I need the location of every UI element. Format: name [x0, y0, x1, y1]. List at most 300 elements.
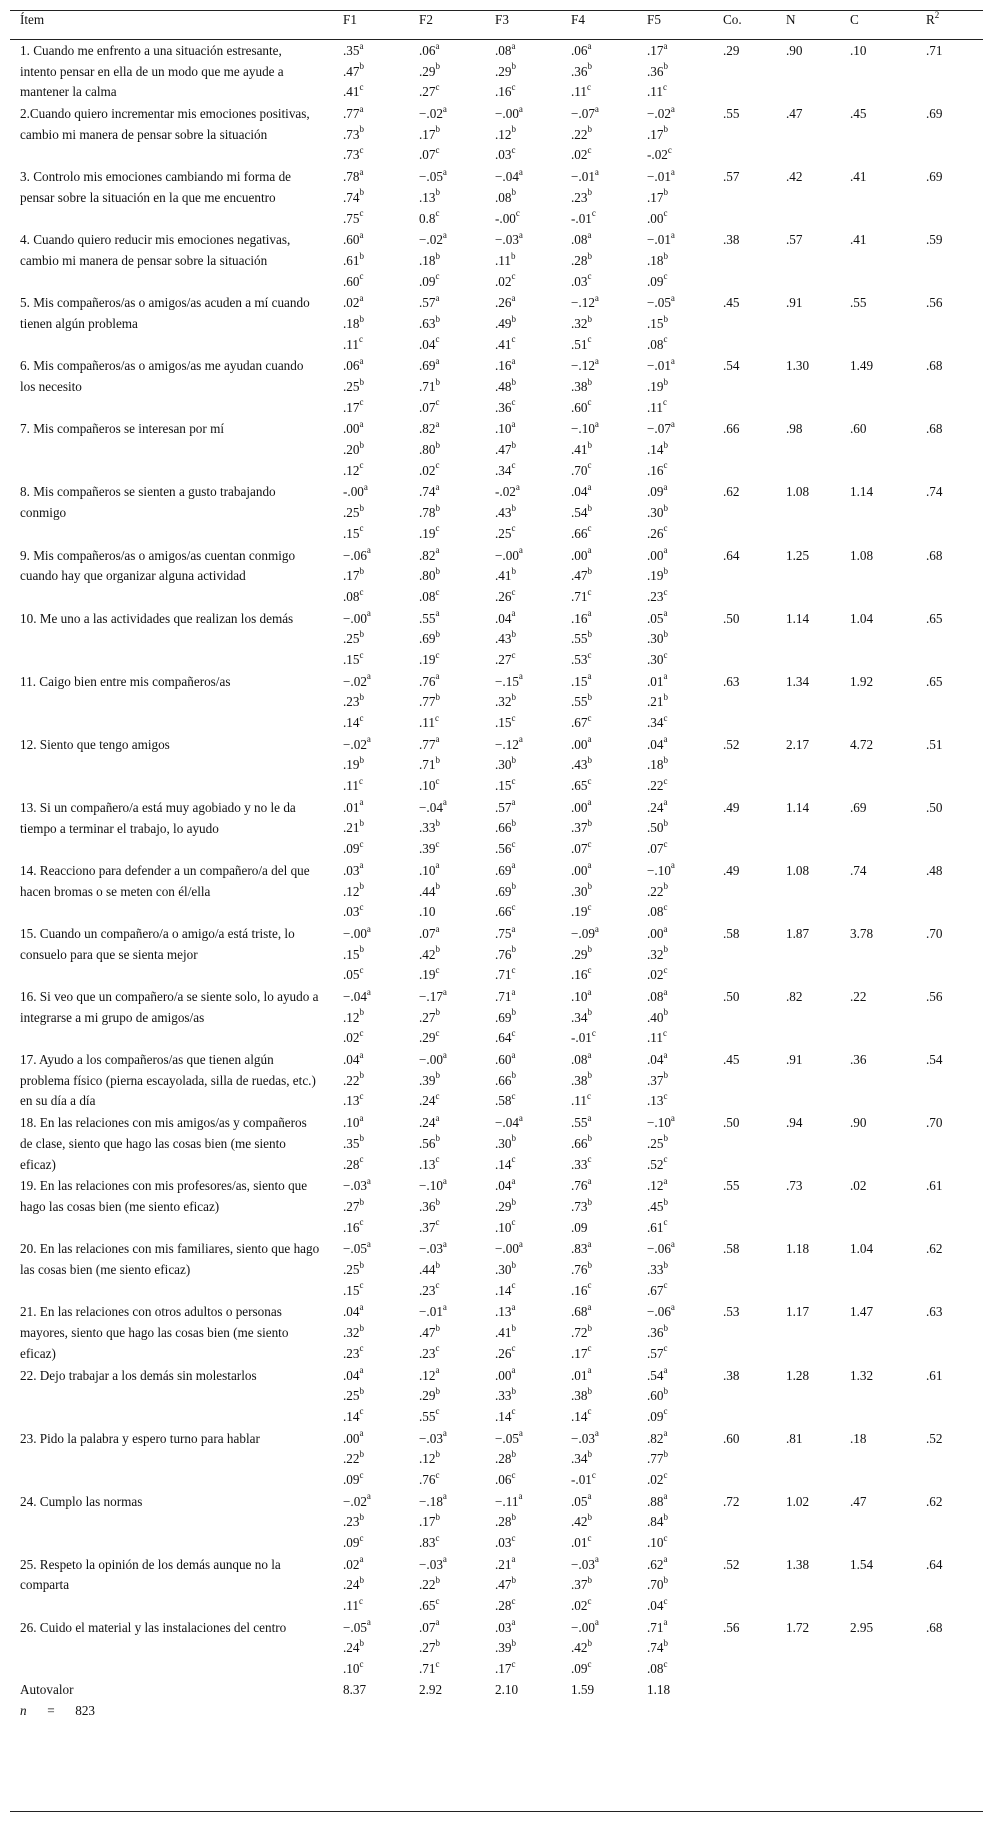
- loading-value: .09$^a$: [647, 482, 668, 500]
- loading-cell-f3: [495, 860, 571, 923]
- header-f5: F5: [647, 12, 661, 27]
- communality: .49: [723, 799, 740, 815]
- n-value: 1.02: [786, 1493, 810, 1509]
- loading-value: .13$^b$: [419, 187, 440, 205]
- loading-cell-f5: [647, 608, 723, 671]
- item-text: 2.Cuando quiero incrementar mis emociones positivas, cambio mi manera de pensar sobre la situación: [20, 106, 310, 142]
- loading-value: .65$^c$: [419, 1595, 440, 1614]
- c-value: .41: [850, 169, 867, 185]
- loading-value: −.02$^a$: [419, 229, 447, 248]
- loading-cell-f2: [419, 1112, 495, 1175]
- loading-value: .76$^b$: [571, 1259, 592, 1278]
- loading-cell-f2: [419, 734, 495, 797]
- loading-value: .27$^b$: [419, 1638, 440, 1656]
- c-value: 1.32: [850, 1367, 874, 1383]
- autovalor-f5: 1.18: [647, 1681, 671, 1697]
- loading-cell-f5: [647, 1112, 723, 1175]
- loading-value: .57$^a$: [495, 797, 516, 815]
- loading-value: .02$^c$: [571, 1595, 592, 1614]
- r2-value: .62: [926, 1241, 943, 1257]
- loading-value: .66$^b$: [571, 1133, 592, 1151]
- loading-cell-f4: [571, 1238, 647, 1301]
- loading-value: .53$^c$: [571, 649, 592, 667]
- loading-value: .71$^a$: [647, 1617, 668, 1635]
- loading-value: .09$^c$: [343, 1469, 364, 1487]
- loading-value: .23$^c$: [419, 1280, 440, 1298]
- communality: .72: [723, 1493, 740, 1509]
- loading-value: .11$^c$: [571, 81, 591, 100]
- loading-value: .26$^c$: [495, 586, 516, 604]
- loading-value: .60$^b$: [647, 1385, 668, 1404]
- c-value: 1.08: [850, 547, 874, 563]
- loading-value: .60$^c$: [343, 271, 364, 289]
- r2-value: .70: [926, 925, 943, 941]
- loading-cell-f4: [571, 229, 647, 292]
- loading-cell-f3: [495, 1554, 571, 1617]
- loading-value: .28$^b$: [495, 1511, 516, 1530]
- loading-value: .05$^a$: [647, 608, 668, 626]
- loading-value: .69$^a$: [419, 355, 440, 374]
- r2-value: .69: [926, 169, 943, 185]
- loading-cell-f5: [647, 1365, 723, 1428]
- r2-value: .56: [926, 988, 943, 1004]
- loading-cell-f1: [343, 40, 419, 104]
- loading-value: .08$^a$: [647, 986, 668, 1004]
- loading-value: .36$^b$: [647, 1322, 668, 1341]
- autovalor-label: Autovalor: [20, 1681, 74, 1697]
- loading-cell-f4: [571, 734, 647, 797]
- loading-value: −.17$^a$: [419, 986, 447, 1004]
- table-row: [10, 1617, 983, 1680]
- header-item: Ítem: [20, 12, 45, 27]
- header-r2: $R^2$: [926, 9, 940, 27]
- loading-value: .10$^a$: [419, 860, 440, 878]
- loading-value: .13$^c$: [647, 1091, 668, 1109]
- loading-cell-f1: [343, 986, 419, 1049]
- table-row: [10, 103, 983, 166]
- communality: .52: [723, 1556, 740, 1572]
- n-value: 1.87: [786, 925, 810, 941]
- loading-value: .03$^c$: [495, 1532, 516, 1550]
- loading-value: .30$^b$: [647, 502, 668, 521]
- loading-value: .23$^c$: [647, 586, 668, 604]
- loading-value: .47$^b$: [419, 1322, 440, 1341]
- loading-cell-f4: [571, 1617, 647, 1680]
- loading-value: .67$^c$: [571, 712, 592, 731]
- loading-cell-f4: [571, 40, 647, 104]
- loading-cell-f5: [647, 292, 723, 355]
- r2-value: .50: [926, 799, 943, 815]
- loading-value: .66$^b$: [495, 1070, 516, 1088]
- loading-value: .25$^b$: [343, 1385, 364, 1404]
- loading-value: .04$^a$: [343, 1365, 364, 1383]
- loading-value: .17$^b$: [647, 187, 668, 205]
- loading-value: .35$^b$: [343, 1133, 364, 1151]
- loading-value: .41$^b$: [571, 439, 592, 458]
- loading-value: .77$^b$: [647, 1448, 668, 1467]
- item-text: 5. Mis compañeros/as o amigos/as acuden a mí cuando tienen algún problema: [20, 295, 310, 331]
- loading-value: .30$^c$: [647, 649, 668, 667]
- loading-cell-f4: [571, 923, 647, 986]
- loading-cell-f2: [419, 986, 495, 1049]
- loading-value: .24$^a$: [647, 797, 668, 815]
- item-text: 14. Reacciono para defender a un compañero/a del que hacen bromas o se meten con él/ella: [20, 862, 310, 899]
- n-value: 1.38: [786, 1556, 810, 1572]
- autovalor-f4: 1.59: [571, 1681, 595, 1697]
- loading-value: −.05$^a$: [419, 166, 447, 185]
- loading-value: .80$^b$: [419, 565, 440, 584]
- loading-value: .37$^b$: [571, 1574, 592, 1593]
- c-value: 1.54: [850, 1556, 874, 1572]
- loading-value: .02$^c$: [571, 145, 592, 163]
- r2-value: .74: [926, 484, 943, 500]
- loading-value: .00$^a$: [571, 797, 592, 815]
- loading-value: −.02$^a$: [343, 671, 371, 689]
- loading-value: .19$^c$: [571, 901, 592, 920]
- loading-value: −.01$^a$: [647, 229, 675, 248]
- loading-value: −.10$^a$: [571, 419, 599, 437]
- communality: .55: [723, 106, 740, 122]
- loading-value: .69$^b$: [419, 628, 440, 647]
- loading-value: .14$^c$: [495, 1280, 516, 1298]
- header-f3: F3: [495, 12, 509, 27]
- communality: .53: [723, 1304, 740, 1320]
- loading-value: -.00$^c$: [495, 208, 520, 226]
- loading-cell-f5: [647, 1554, 723, 1617]
- item-text: 11. Caigo bien entre mis compañeros/as: [20, 673, 231, 689]
- communality: .55: [723, 1178, 740, 1194]
- loading-value: .22$^b$: [571, 124, 592, 142]
- loading-value: .03$^c$: [495, 145, 516, 163]
- item-text: 26. Cuido el material y las instalaciones del centro: [20, 1619, 287, 1635]
- bottom-rule: [10, 1811, 983, 1812]
- loading-value: .02$^a$: [343, 1554, 364, 1572]
- loading-value: −.10$^a$: [647, 1112, 675, 1131]
- r2-value: .65: [926, 673, 943, 689]
- loading-cell-f4: [571, 1049, 647, 1112]
- loading-value: −.03$^a$: [571, 1428, 599, 1446]
- table-row: [10, 355, 983, 418]
- loading-value: .66$^b$: [495, 818, 516, 836]
- loading-value: −.07$^a$: [647, 419, 675, 437]
- loading-value: .06$^a$: [419, 40, 440, 58]
- loading-cell-f4: [571, 986, 647, 1049]
- loading-value: .39$^c$: [419, 838, 440, 857]
- loading-value: .13$^a$: [495, 1302, 516, 1320]
- loading-value: .34$^c$: [495, 460, 516, 478]
- loading-value: −.10$^a$: [647, 860, 675, 878]
- loading-cell-f1: [343, 166, 419, 229]
- loading-value: .10$^a$: [571, 986, 592, 1004]
- loading-cell-f1: [343, 734, 419, 797]
- r2-value: .65: [926, 610, 943, 626]
- r2-value: .68: [926, 421, 943, 437]
- loading-value: .54$^a$: [647, 1365, 668, 1383]
- loading-value: .19$^b$: [647, 376, 668, 395]
- loading-value: .09$^c$: [647, 271, 668, 289]
- loading-value: .08$^c$: [343, 586, 364, 604]
- r2-value: .62: [926, 1493, 943, 1509]
- loading-cell-f1: [343, 608, 419, 671]
- loading-cell-f1: [343, 229, 419, 292]
- loading-cell-f1: [343, 1238, 419, 1301]
- loading-value: .27$^b$: [343, 1196, 364, 1214]
- communality: .45: [723, 1052, 740, 1068]
- c-value: .02: [850, 1178, 867, 1194]
- loading-value: .21$^b$: [647, 691, 668, 710]
- loading-value: .02$^c$: [419, 460, 440, 478]
- loading-value: .15$^c$: [343, 523, 364, 541]
- loading-value: .74$^a$: [419, 482, 440, 500]
- loading-cell-f2: [419, 481, 495, 544]
- n-value: .47: [786, 106, 803, 122]
- loading-value: .11$^c$: [647, 397, 667, 415]
- loading-value: .71$^b$: [419, 755, 440, 773]
- loading-cell-f4: [571, 292, 647, 355]
- loading-value: .76$^a$: [571, 1175, 592, 1194]
- loading-value: .30$^b$: [647, 628, 668, 647]
- loading-value: .04$^a$: [495, 608, 516, 626]
- loading-value: .12$^b$: [419, 1448, 440, 1467]
- loading-cell-f3: [495, 986, 571, 1049]
- loading-value: .25$^b$: [343, 376, 364, 395]
- r2-value: .61: [926, 1367, 943, 1383]
- loading-value: .71$^c$: [495, 964, 516, 983]
- loading-value: .42$^b$: [571, 1638, 592, 1656]
- loading-cell-f2: [419, 40, 495, 104]
- loading-value: .73$^c$: [343, 145, 364, 163]
- loading-value: −.12$^a$: [495, 734, 523, 752]
- communality: .58: [723, 1241, 740, 1257]
- item-text: 23. Pido la palabra y espero turno para hablar: [20, 1430, 260, 1446]
- loading-value: .04$^a$: [343, 1049, 364, 1068]
- r2-value: .63: [926, 1304, 943, 1320]
- loading-cell-f5: [647, 1175, 723, 1238]
- loading-value: .68$^a$: [571, 1302, 592, 1320]
- loading-cell-f2: [419, 1554, 495, 1617]
- loading-value: .22$^b$: [343, 1070, 364, 1088]
- loading-value: 0.8$^c$: [419, 208, 440, 226]
- loading-value: .05$^a$: [571, 1491, 592, 1509]
- loading-value: .08$^a$: [495, 40, 516, 58]
- r2-value: .68: [926, 547, 943, 563]
- loading-value: −.05$^a$: [343, 1238, 371, 1257]
- loading-cell-f2: [419, 103, 495, 166]
- loading-cell-f4: [571, 608, 647, 671]
- loading-value: .32$^b$: [647, 944, 668, 962]
- table-row: [10, 1491, 983, 1554]
- loading-value: −.18$^a$: [419, 1491, 447, 1509]
- loading-value: .36$^b$: [571, 61, 592, 79]
- loading-value: .06$^c$: [495, 1469, 516, 1487]
- loading-cell-f3: [495, 608, 571, 671]
- loading-cell-f4: [571, 671, 647, 734]
- loading-value: .17$^a$: [647, 40, 668, 58]
- loading-value: .04$^a$: [495, 1175, 516, 1194]
- loading-value: -.01$^c$: [571, 208, 596, 226]
- c-value: 1.04: [850, 1241, 874, 1257]
- c-value: .18: [850, 1430, 867, 1446]
- loading-value: .82$^a$: [419, 419, 440, 437]
- loading-value: −.03$^a$: [495, 229, 523, 248]
- loading-value: −.03$^a$: [419, 1554, 447, 1572]
- communality: .50: [723, 1115, 740, 1131]
- loading-value: .16$^c$: [571, 1280, 592, 1298]
- loading-value: .33$^b$: [647, 1259, 668, 1278]
- loading-value: .17$^b$: [343, 565, 364, 584]
- loading-value: .63$^b$: [419, 313, 440, 331]
- loading-value: .48$^b$: [495, 376, 516, 395]
- loading-cell-f3: [495, 40, 571, 104]
- loading-value: −.02$^a$: [343, 1491, 371, 1509]
- loading-cell-f5: [647, 734, 723, 797]
- autovalor-row: [10, 1680, 983, 1701]
- n-value: .90: [786, 43, 803, 58]
- loading-value: .75$^a$: [495, 923, 516, 941]
- loading-cell-f1: [343, 418, 419, 481]
- item-text: 21. En las relaciones con otros adultos o personas mayores, siento que hago las cosas bien (me siento eficaz): [20, 1304, 289, 1361]
- loading-value: −.03$^a$: [343, 1175, 371, 1194]
- loading-value: .15$^a$: [571, 671, 592, 689]
- loading-cell-f5: [647, 103, 723, 166]
- loading-value: .60$^c$: [571, 397, 592, 415]
- loading-value: -.00$^a$: [343, 482, 368, 500]
- loading-value: .83$^a$: [571, 1238, 592, 1257]
- r2-value: .54: [926, 1052, 943, 1068]
- loading-value: .08$^a$: [571, 1049, 592, 1068]
- loading-value: .02$^c$: [647, 964, 668, 983]
- loading-value: −.09$^a$: [571, 923, 599, 941]
- loading-value: .14$^c$: [571, 1406, 592, 1424]
- header-f2: F2: [419, 12, 433, 27]
- loading-value: .83$^c$: [419, 1532, 440, 1550]
- loading-value: .35$^a$: [343, 40, 364, 58]
- loading-value: .04$^c$: [419, 334, 440, 352]
- loading-value: .37$^b$: [571, 818, 592, 836]
- loading-value: .12$^b$: [343, 1007, 364, 1025]
- loading-value: .19$^b$: [647, 565, 668, 584]
- c-value: 2.95: [850, 1619, 874, 1635]
- loading-value: -.01$^c$: [571, 1027, 596, 1046]
- loading-cell-f3: [495, 1175, 571, 1238]
- loading-value: .06$^a$: [571, 40, 592, 58]
- loading-cell-f2: [419, 1175, 495, 1238]
- loading-value: .16$^c$: [571, 964, 592, 983]
- c-value: .60: [850, 421, 867, 437]
- loading-cell-f5: [647, 860, 723, 923]
- loading-value: .00$^a$: [495, 1365, 516, 1383]
- loading-value: .11$^b$: [495, 250, 516, 268]
- header-n: N: [786, 12, 796, 27]
- loading-cell-f2: [419, 797, 495, 860]
- loading-cell-f3: [495, 166, 571, 229]
- loading-value: .24$^c$: [419, 1091, 440, 1109]
- loading-value: .61$^c$: [647, 1217, 668, 1235]
- table-row: [10, 418, 983, 481]
- loading-value: .05$^c$: [343, 964, 364, 983]
- loading-cell-f3: [495, 1238, 571, 1301]
- loading-value: .32$^b$: [571, 313, 592, 331]
- loading-value: .17$^b$: [419, 1511, 440, 1530]
- loading-value: .25$^b$: [343, 502, 364, 521]
- loading-value: .09$^c$: [571, 1658, 592, 1677]
- loading-value: .13$^c$: [343, 1091, 364, 1109]
- loading-cell-f2: [419, 860, 495, 923]
- loading-value: .24$^b$: [343, 1574, 364, 1593]
- loading-cell-f5: [647, 1617, 723, 1680]
- loading-value: .71$^c$: [571, 586, 592, 604]
- table-row: [10, 923, 983, 986]
- c-value: 1.49: [850, 358, 874, 374]
- n-value: .81: [786, 1430, 803, 1446]
- loading-value: .07$^c$: [419, 397, 440, 415]
- loading-cell-f2: [419, 545, 495, 608]
- communality: .38: [723, 1367, 740, 1383]
- table-row: [10, 1428, 983, 1491]
- loading-value: .23$^b$: [343, 691, 364, 710]
- loading-cell-f3: [495, 797, 571, 860]
- loading-value: .78$^b$: [419, 502, 440, 521]
- loading-cell-f5: [647, 545, 723, 608]
- loading-value: .15$^c$: [343, 1280, 364, 1298]
- loading-value: .11$^c$: [343, 775, 363, 794]
- loading-value: .30$^b$: [571, 881, 592, 899]
- loading-value: .44$^b$: [419, 1259, 440, 1278]
- loading-value: .27$^c$: [495, 649, 516, 667]
- loading-value: .00$^a$: [343, 419, 364, 437]
- item-text: 9. Mis compañeros/as o amigos/as cuentan conmigo cuando hay que organizar alguna actividad: [20, 547, 296, 584]
- loading-value: .54$^b$: [571, 502, 592, 521]
- loading-value: .10$^a$: [343, 1112, 364, 1131]
- loading-value: .08$^c$: [647, 334, 668, 352]
- loading-value: .70$^b$: [647, 1574, 668, 1593]
- loading-value: .00$^a$: [647, 545, 668, 563]
- loading-value: .21$^a$: [495, 1554, 516, 1572]
- loading-value: .01$^a$: [571, 1365, 592, 1383]
- loading-value: .16$^c$: [495, 81, 516, 100]
- item-text: 13. Si un compañero/a está muy agobiado y no le da tiempo a terminar el trabajo, lo ayudo: [20, 799, 296, 836]
- loading-value: .38$^b$: [571, 1385, 592, 1404]
- loading-value: .62$^a$: [647, 1554, 668, 1572]
- loading-value: −.03$^a$: [571, 1554, 599, 1572]
- loading-value: .15$^b$: [647, 313, 668, 331]
- loading-value: −.00$^a$: [571, 1617, 599, 1635]
- r2-value: .64: [926, 1556, 943, 1572]
- loading-value: .75$^c$: [343, 208, 364, 226]
- n-value: 1.30: [786, 358, 810, 374]
- loading-value: .17$^c$: [343, 397, 364, 415]
- n-value: 1.17: [786, 1304, 810, 1320]
- loading-value: .47$^b$: [571, 565, 592, 584]
- loading-value: .11$^c$: [419, 712, 439, 731]
- header-row: [10, 10, 983, 40]
- loading-value: .00$^a$: [571, 545, 592, 563]
- loading-value: −.01$^a$: [647, 355, 675, 374]
- loading-cell-f1: [343, 860, 419, 923]
- loading-cell-f1: [343, 1112, 419, 1175]
- loading-value: .70$^c$: [571, 460, 592, 478]
- loading-value: −.15$^a$: [495, 671, 523, 689]
- communality: .62: [723, 484, 740, 500]
- n-value: .94: [786, 1115, 803, 1131]
- loading-value: −.03$^a$: [419, 1428, 447, 1446]
- loading-value: .41$^c$: [495, 334, 516, 352]
- loading-value: .03$^a$: [495, 1617, 516, 1635]
- c-value: .10: [850, 43, 867, 58]
- loading-value: .22$^c$: [647, 775, 668, 794]
- loading-cell-f4: [571, 860, 647, 923]
- c-value: .74: [850, 862, 867, 878]
